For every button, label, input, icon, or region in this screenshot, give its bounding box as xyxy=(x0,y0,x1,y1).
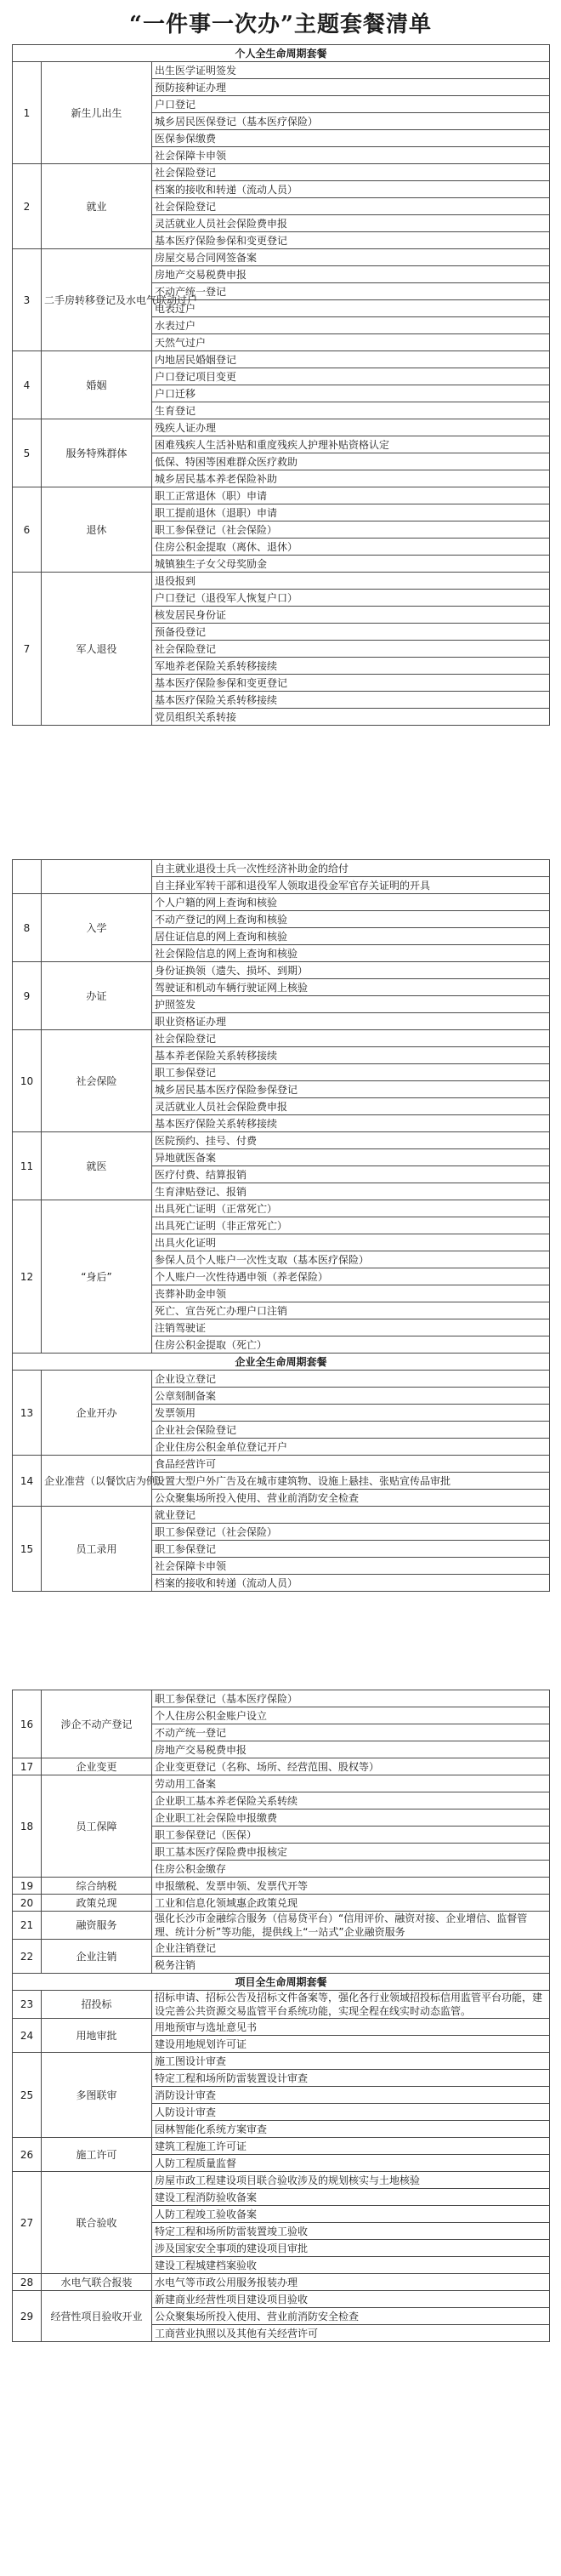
service-item: 出具死亡证明（非正常死亡） xyxy=(152,1217,550,1234)
table-row xyxy=(13,1456,550,1473)
category-name: 多图联审 xyxy=(42,2053,152,2138)
service-item: 城乡居民医保登记（基本医疗保险） xyxy=(152,113,550,130)
service-item: 基本医疗保险参保和变更登记 xyxy=(152,675,550,692)
item-number: 15 xyxy=(13,1507,42,1592)
table-page-3 xyxy=(12,1690,549,2342)
table-row xyxy=(13,2274,550,2291)
service-item: 职工参保登记（社会保险） xyxy=(152,1524,550,1541)
table-row xyxy=(13,249,550,266)
table-row xyxy=(13,62,550,79)
category-name: 经营性项目验收开业 xyxy=(42,2291,152,2342)
services-table xyxy=(12,44,550,726)
service-item: 企业职工基本养老保险关系转续 xyxy=(152,1792,550,1809)
category-name: 员工录用 xyxy=(42,1507,152,1592)
table-row xyxy=(13,573,550,590)
category-name: 就医 xyxy=(42,1132,152,1200)
table-row xyxy=(13,962,550,979)
item-number: 7 xyxy=(13,573,42,726)
service-item: 参保人员个人账户一次性支取（基本医疗保险） xyxy=(152,1251,550,1268)
service-item: 水电气等市政公用服务报装办理 xyxy=(152,2274,550,2291)
service-item: 内地居民婚姻登记 xyxy=(152,351,550,368)
service-item: 新建商业经营性项目建设项目验收 xyxy=(152,2291,550,2308)
table-row xyxy=(13,1775,550,1792)
category-name: 用地审批 xyxy=(42,2019,152,2053)
service-item: 住房公积金提取（离休、退休） xyxy=(152,539,550,556)
service-item: 涉及国家安全事项的建设项目审批 xyxy=(152,2240,550,2257)
service-item: 自主就业退役士兵一次性经济补助金的给付 xyxy=(152,860,550,877)
service-item: 个人账户一次性待遇申领（养老保险） xyxy=(152,1268,550,1285)
service-item: 职工参保登记（医保） xyxy=(152,1827,550,1844)
category-name: 社会保险 xyxy=(42,1030,152,1132)
item-number: 21 xyxy=(13,1912,42,1940)
service-item: 公章刻制备案 xyxy=(152,1388,550,1405)
service-item: 医疗付费、结算报销 xyxy=(152,1166,550,1183)
service-item: 申报缴税、发票申领、发票代开等 xyxy=(152,1878,550,1895)
item-number: 9 xyxy=(13,962,42,1030)
service-item: 残疾人证办理 xyxy=(152,419,550,436)
service-item: 发票领用 xyxy=(152,1405,550,1422)
service-item: 低保、特困等困难群众医疗救助 xyxy=(152,453,550,470)
service-item: 城乡居民基本养老保险补助 xyxy=(152,470,550,487)
item-number: 28 xyxy=(13,2274,42,2291)
service-item: 档案的接收和转递（流动人员） xyxy=(152,1575,550,1592)
item-number: 22 xyxy=(13,1940,42,1974)
item-number: 8 xyxy=(13,894,42,962)
section-header: 项目全生命周期套餐 xyxy=(13,1974,550,1991)
service-item: 企业设立登记 xyxy=(152,1371,550,1388)
service-item: 生育津贴登记、报销 xyxy=(152,1183,550,1200)
service-item: 不动产统一登记 xyxy=(152,1724,550,1741)
table-row xyxy=(13,419,550,436)
category-name: 入学 xyxy=(42,894,152,962)
service-item: 税务注销 xyxy=(152,1957,550,1974)
category-name: 涉企不动产登记 xyxy=(42,1690,152,1758)
service-item: 水表过户 xyxy=(152,317,550,334)
service-item: 党员组织关系转接 xyxy=(152,709,550,726)
table-row xyxy=(13,1940,550,1957)
category-name: 员工保障 xyxy=(42,1775,152,1878)
service-item: 住房公积金缴存 xyxy=(152,1861,550,1878)
item-number: 29 xyxy=(13,2291,42,2342)
service-item: 灵活就业人员社会保险费申报 xyxy=(152,215,550,232)
category-name: 水电气联合报装 xyxy=(42,2274,152,2291)
service-item: 特定工程和场所防雷装置竣工验收 xyxy=(152,2223,550,2240)
table-row xyxy=(13,1912,550,1940)
service-item: 住房公积金提取（死亡） xyxy=(152,1336,550,1354)
category-name: 退休 xyxy=(42,487,152,573)
service-item: 居住证信息的网上查询和核验 xyxy=(152,928,550,945)
category-name: 二手房转移登记及水电气联动过户 xyxy=(42,249,152,351)
item-number: 11 xyxy=(13,1132,42,1200)
service-item: 退役报到 xyxy=(152,573,550,590)
table-row xyxy=(13,2138,550,2155)
service-item: 公众聚集场所投入使用、营业前消防安全检查 xyxy=(152,1490,550,1507)
item-number: 12 xyxy=(13,1200,42,1354)
service-item: 社会保险登记 xyxy=(152,164,550,181)
item-number: 1 xyxy=(13,62,42,164)
category-name: 办证 xyxy=(42,962,152,1030)
service-item: 死亡、宣告死亡办理户口注销 xyxy=(152,1302,550,1319)
item-number: 10 xyxy=(13,1030,42,1132)
category-name: 联合验收 xyxy=(42,2172,152,2274)
service-item: 出具死亡证明（正常死亡） xyxy=(152,1200,550,1217)
service-item: 职业资格证办理 xyxy=(152,1013,550,1030)
service-item: 户口登记 xyxy=(152,96,550,113)
service-item: 基本医疗保险关系转移接续 xyxy=(152,692,550,709)
service-item: 工业和信息化领域惠企政策兑现 xyxy=(152,1895,550,1912)
service-item: 社会保险登记 xyxy=(152,641,550,658)
service-item: 企业社会保险登记 xyxy=(152,1422,550,1439)
service-item: 公众聚集场所投入使用、营业前消防安全检查 xyxy=(152,2308,550,2325)
service-item: 特定工程和场所防雷装置设计审查 xyxy=(152,2070,550,2087)
table-row xyxy=(13,1991,550,2019)
service-item: 人防设计审查 xyxy=(152,2104,550,2121)
table-row xyxy=(13,894,550,911)
category-name: 综合纳税 xyxy=(42,1878,152,1895)
item-number xyxy=(13,860,42,894)
category-name: 婚姻 xyxy=(42,351,152,419)
item-number: 25 xyxy=(13,2053,42,2138)
item-number: 27 xyxy=(13,2172,42,2274)
service-item: 招标申请、招标公告及招标文件备案等，强化各行业领域招投标信用监管平台功能，建设完善公共资源交易监管平台系统功能，实现全程在线实时动态监管。 xyxy=(152,1991,550,2019)
service-item: 城镇独生子女父母奖励金 xyxy=(152,556,550,573)
service-item: 职工参保登记 xyxy=(152,1064,550,1081)
service-item: 建筑工程施工许可证 xyxy=(152,2138,550,2155)
service-item: 施工图设计审查 xyxy=(152,2053,550,2070)
category-name: 新生儿出生 xyxy=(42,62,152,164)
service-item: 预防接种证办理 xyxy=(152,79,550,96)
category-name: 政策兑现 xyxy=(42,1895,152,1912)
service-item: 身份证换领（遗失、损坏、到期） xyxy=(152,962,550,979)
service-item: 丧葬补助金申领 xyxy=(152,1285,550,1302)
table-row xyxy=(13,351,550,368)
category-name: 企业注销 xyxy=(42,1940,152,1974)
service-item: 社会保险登记 xyxy=(152,1030,550,1047)
category-name: 招投标 xyxy=(42,1991,152,2019)
section-header: 企业全生命周期套餐 xyxy=(13,1354,550,1371)
service-item: 房地产交易税费申报 xyxy=(152,1741,550,1758)
service-item: 预备役登记 xyxy=(152,624,550,641)
service-item: 建设工程城建档案验收 xyxy=(152,2257,550,2274)
service-item: 户口迁移 xyxy=(152,385,550,402)
service-item: 出具火化证明 xyxy=(152,1234,550,1251)
page-title: “一件事一次办”主题套餐清单 xyxy=(129,12,432,37)
service-item: 护照签发 xyxy=(152,996,550,1013)
service-item: 不动产登记的网上查询和核验 xyxy=(152,911,550,928)
item-number: 18 xyxy=(13,1775,42,1878)
service-item: 职工基本医疗保险费申报核定 xyxy=(152,1844,550,1861)
table-row xyxy=(13,860,550,877)
service-item: 困难残疾人生活补贴和重度残疾人护理补贴资格认定 xyxy=(152,436,550,453)
service-item: 基本医疗保险关系转移接续 xyxy=(152,1115,550,1132)
table-row xyxy=(13,1200,550,1217)
item-number: 3 xyxy=(13,249,42,351)
service-item: 就业登记 xyxy=(152,1507,550,1524)
service-item: 职工参保登记 xyxy=(152,1541,550,1558)
item-number: 20 xyxy=(13,1895,42,1912)
category-name: 融资服务 xyxy=(42,1912,152,1940)
table-row xyxy=(13,2053,550,2070)
service-item: 园林智能化系统方案审查 xyxy=(152,2121,550,2138)
category-name: 施工许可 xyxy=(42,2138,152,2172)
item-number: 19 xyxy=(13,1878,42,1895)
service-item: 劳动用工备案 xyxy=(152,1775,550,1792)
service-item: 个人户籍的网上查询和核验 xyxy=(152,894,550,911)
service-item: 职工正常退休（职）申请 xyxy=(152,487,550,504)
service-item: 不动产统一登记 xyxy=(152,283,550,300)
service-item: 医保参保缴费 xyxy=(152,130,550,147)
service-item: 社会保险登记 xyxy=(152,198,550,215)
table-row xyxy=(13,2019,550,2036)
table-row xyxy=(13,1132,550,1149)
services-table xyxy=(12,859,550,1592)
service-item: 房地产交易税费申报 xyxy=(152,266,550,283)
item-number: 24 xyxy=(13,2019,42,2053)
service-item: 电表过户 xyxy=(152,300,550,317)
service-item: 城乡居民基本医疗保险参保登记 xyxy=(152,1081,550,1098)
service-item: 生育登记 xyxy=(152,402,550,419)
table-page-1 xyxy=(12,44,549,726)
service-item: 企业变更登记（名称、场所、经营范围、股权等） xyxy=(152,1758,550,1775)
service-item: 档案的接收和转递（流动人员） xyxy=(152,181,550,198)
service-item: 消防设计审查 xyxy=(152,2087,550,2104)
item-number: 26 xyxy=(13,2138,42,2172)
service-item: 户口登记项目变更 xyxy=(152,368,550,385)
category-name: “身后” xyxy=(42,1200,152,1354)
service-item: 企业注销登记 xyxy=(152,1940,550,1957)
service-item: 设置大型户外广告及在城市建筑物、设施上悬挂、张贴宣传品审批 xyxy=(152,1473,550,1490)
section-header-row xyxy=(13,1354,550,1371)
service-item: 人防工程质量监督 xyxy=(152,2155,550,2172)
service-item: 医院预约、挂号、付费 xyxy=(152,1132,550,1149)
service-item: 食品经营许可 xyxy=(152,1456,550,1473)
table-row xyxy=(13,2291,550,2308)
table-row xyxy=(13,1030,550,1047)
service-item: 工商营业执照以及其他有关经营许可 xyxy=(152,2325,550,2342)
section-header: 个人全生命周期套餐 xyxy=(13,45,550,62)
table-row xyxy=(13,1690,550,1707)
service-item: 房屋市政工程建设项目联合验收涉及的规划核实与土地核验 xyxy=(152,2172,550,2189)
service-item: 强化长沙市金融综合服务（信易贷平台）“信用评价、融资对接、企业增信、监督管理、统计分析”等功能，提供线上“一站式”企业融资服务 xyxy=(152,1912,550,1940)
service-item: 建设用地规划许可证 xyxy=(152,2036,550,2053)
category-name: 企业开办 xyxy=(42,1371,152,1456)
service-item: 职工提前退休（退职）申请 xyxy=(152,504,550,521)
item-number: 13 xyxy=(13,1371,42,1456)
category-name xyxy=(42,860,152,894)
service-item: 企业住房公积金单位登记开户 xyxy=(152,1439,550,1456)
item-number: 6 xyxy=(13,487,42,573)
item-number: 5 xyxy=(13,419,42,487)
service-item: 户口登记（退役军人恢复户口） xyxy=(152,590,550,607)
service-item: 基本养老保险关系转移接续 xyxy=(152,1047,550,1064)
category-name: 企业准营（以餐饮店为例） xyxy=(42,1456,152,1507)
service-item: 职工参保登记（社会保险） xyxy=(152,521,550,539)
service-item: 灵活就业人员社会保险费申报 xyxy=(152,1098,550,1115)
service-item: 注销驾驶证 xyxy=(152,1319,550,1336)
table-row xyxy=(13,164,550,181)
service-item: 社会保险信息的网上查询和核验 xyxy=(152,945,550,962)
service-item: 基本医疗保险参保和变更登记 xyxy=(152,232,550,249)
category-name: 服务特殊群体 xyxy=(42,419,152,487)
category-name: 企业变更 xyxy=(42,1758,152,1775)
item-number: 14 xyxy=(13,1456,42,1507)
item-number: 2 xyxy=(13,164,42,249)
table-row xyxy=(13,2172,550,2189)
table-row xyxy=(13,1878,550,1895)
table-row xyxy=(13,1371,550,1388)
service-item: 建设工程消防验收备案 xyxy=(152,2189,550,2206)
service-item: 异地就医备案 xyxy=(152,1149,550,1166)
service-item: 军地养老保险关系转移接续 xyxy=(152,658,550,675)
service-item: 房屋交易合同网签备案 xyxy=(152,249,550,266)
item-number: 4 xyxy=(13,351,42,419)
table-page-2 xyxy=(12,859,549,1592)
service-item: 核发居民身份证 xyxy=(152,607,550,624)
table-row xyxy=(13,1758,550,1775)
service-item: 企业职工社会保险申报缴费 xyxy=(152,1809,550,1827)
item-number: 23 xyxy=(13,1991,42,2019)
service-item: 驾驶证和机动车辆行驶证网上核验 xyxy=(152,979,550,996)
service-item: 职工参保登记（基本医疗保险） xyxy=(152,1690,550,1707)
service-item: 出生医学证明签发 xyxy=(152,62,550,79)
table-row xyxy=(13,1895,550,1912)
service-item: 个人住房公积金账户设立 xyxy=(152,1707,550,1724)
item-number: 17 xyxy=(13,1758,42,1775)
service-item: 自主择业军转干部和退役军人领取退役金军官存关证明的开具 xyxy=(152,877,550,894)
item-number: 16 xyxy=(13,1690,42,1758)
service-item: 社会保障卡申领 xyxy=(152,1558,550,1575)
table-row xyxy=(13,487,550,504)
service-item: 社会保障卡申领 xyxy=(152,147,550,164)
service-item: 天然气过户 xyxy=(152,334,550,351)
services-table xyxy=(12,1690,550,2342)
section-header-row xyxy=(13,1974,550,1991)
category-name: 军人退役 xyxy=(42,573,152,726)
table-row xyxy=(13,1507,550,1524)
category-name: 就业 xyxy=(42,164,152,249)
section-header-row xyxy=(13,45,550,62)
service-item: 人防工程竣工验收备案 xyxy=(152,2206,550,2223)
service-item: 用地预审与选址意见书 xyxy=(152,2019,550,2036)
